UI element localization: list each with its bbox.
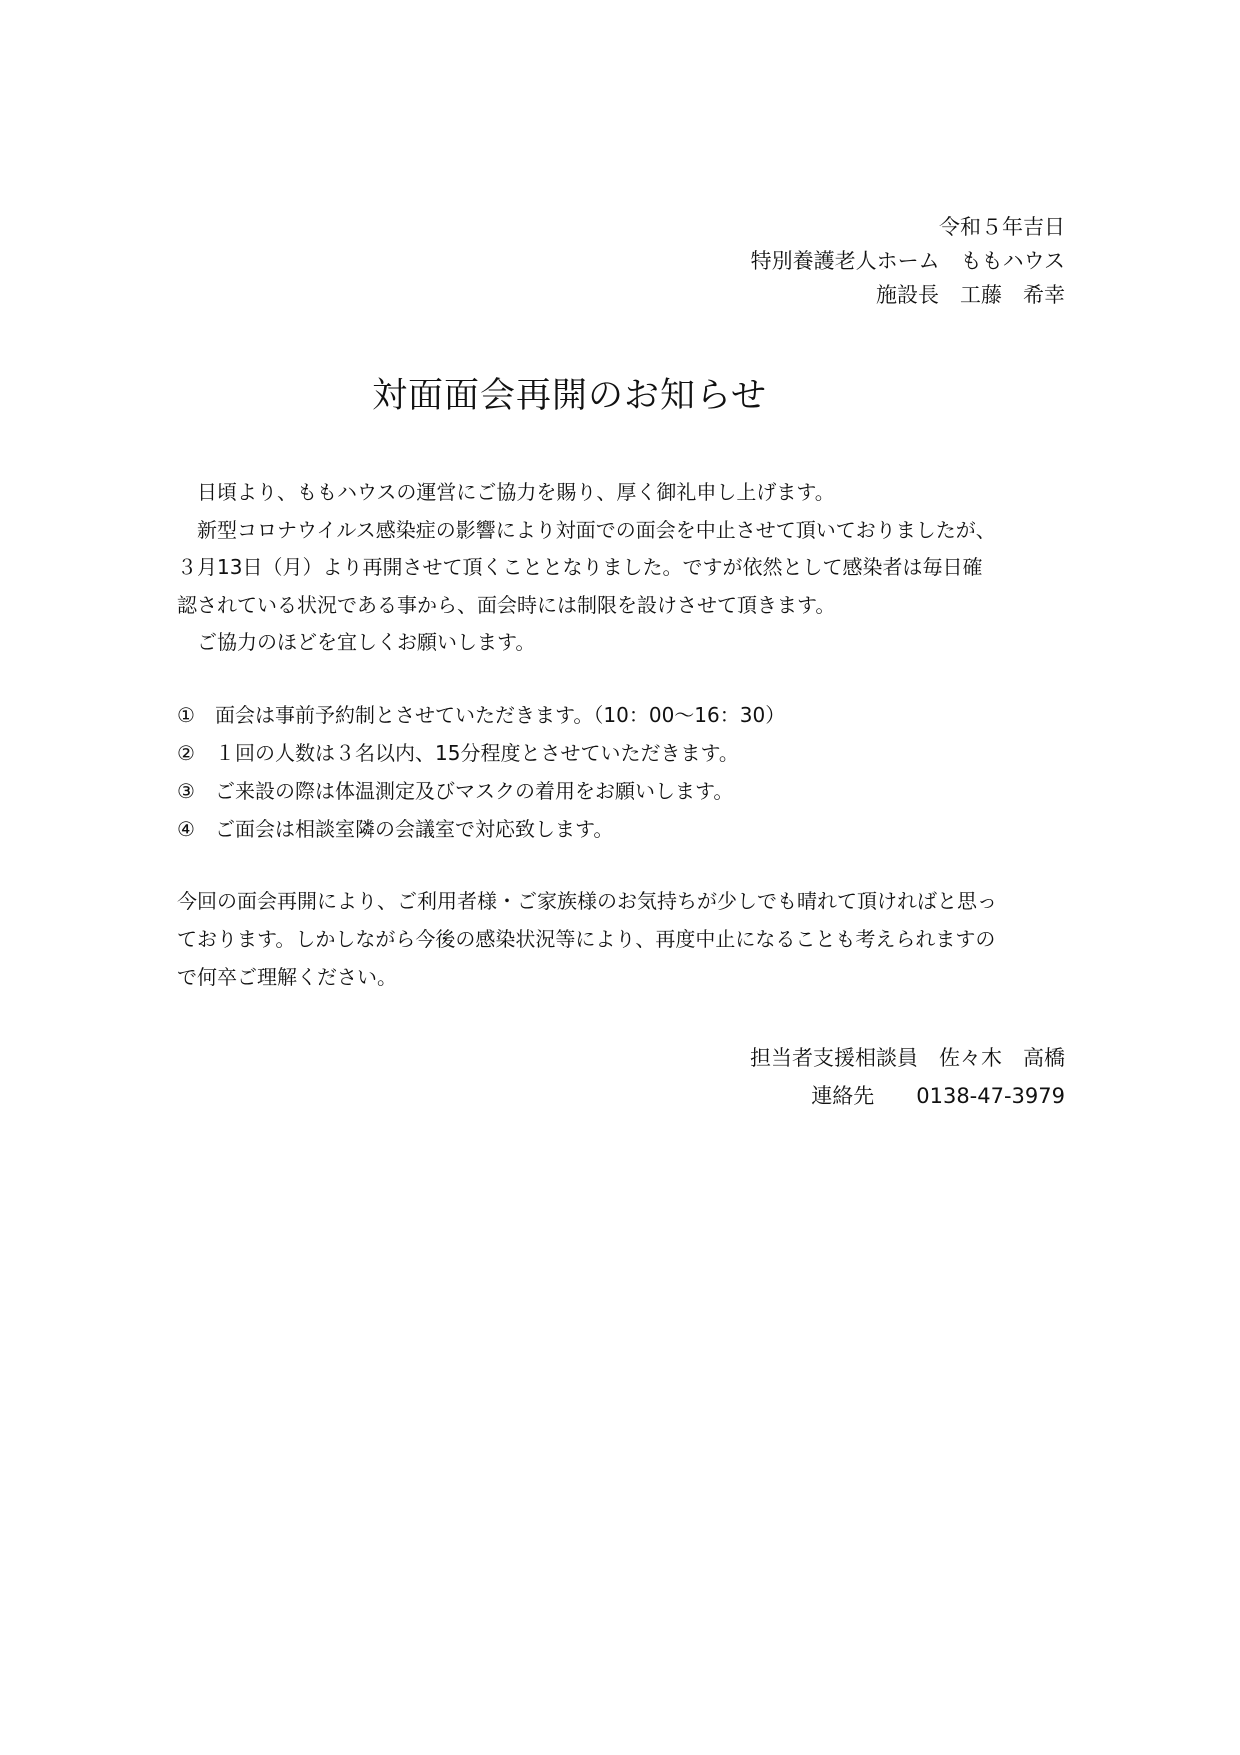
list-item-number: ① [177,703,195,727]
contact-phone-label: 連絡先 [811,1084,875,1108]
organization-name: 特別養護老人ホーム ももハウス [750,249,1065,273]
intro-line: 新型コロナウイルス感染症の影響により対面での面会を中止させて頂いておりましたが、 [177,517,996,542]
contact-phone-number: 0138-47-3979 [916,1084,1065,1108]
intro-line: 認されている状況である事から、面会時には制限を設けさせて頂きます。 [177,592,836,617]
list-item-number: ④ [177,817,195,841]
intro-paragraph [177,474,1067,662]
intro-line: ご協力のほどを宜しくお願いします。 [177,630,536,654]
list-item [177,810,1067,848]
director-name: 施設長 工藤 希幸 [876,283,1065,307]
issue-date: 令和５年吉日 [939,215,1065,239]
list-item [177,772,1067,810]
closing-paragraph [177,882,1067,996]
intro-line: 日頃より、ももハウスの運営にご協力を賜り、厚く御礼申し上げます。 [177,480,835,504]
list-item [177,734,1067,772]
list-item [177,696,1067,734]
list-item-number: ③ [177,779,195,803]
document-title: 対面面会再開のお知らせ [372,376,767,416]
intro-line: ３月13日（月）より再開させて頂くこととなりました。ですが依然として感染者は毎日確 [177,555,983,579]
list-item-text: ご面会は相談室隣の会議室で対応致します。 [215,817,614,841]
closing-line: ております。しかしながら今後の感染状況等により、再度中止になることも考えられますの [177,927,996,951]
closing-line: 今回の面会再開により、ご利用者様・ご家族様のお気持ちが少しでも晴れて頂ければと思っ [177,889,997,913]
list-item-number: ② [177,741,195,765]
list-item-text: 面会は事前予約制とさせていただきます。（10：00～16：30） [215,703,786,727]
rules-list [177,696,1067,848]
list-item-text: １回の人数は３名以内、15分程度とさせていただきます。 [215,741,739,765]
contact-phone-line [750,1077,1065,1115]
list-item-text: ご来設の際は体温測定及びマスクの着用をお願いします。 [215,779,734,803]
sender-block [751,210,1065,312]
contact-block [750,1039,1065,1115]
closing-line: で何卒ご理解ください。 [177,965,397,989]
contact-person: 担当者支援相談員 佐々木 高橋 [750,1046,1065,1070]
